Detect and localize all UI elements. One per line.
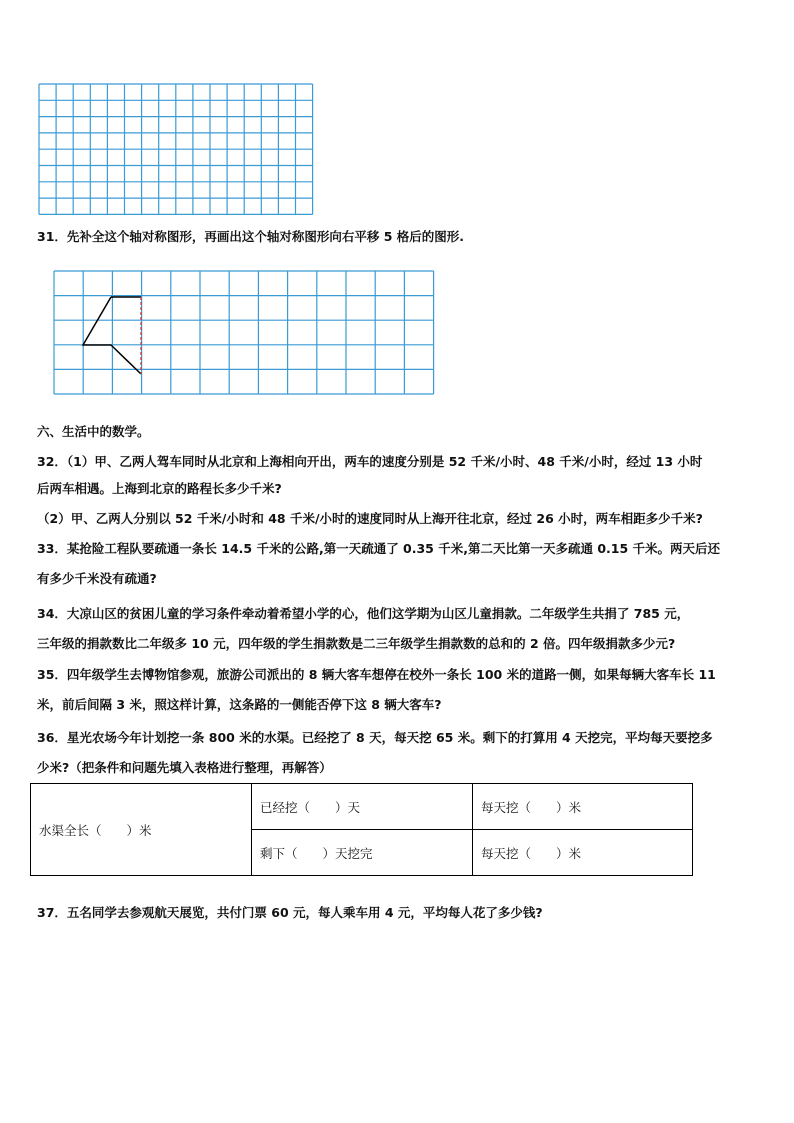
question-34-line1: 34．大凉山区的贫困儿童的学习条件牵动着希望小学的心，他们这学期为山区儿童捐款。二年级学生共捐了 785 元， [37, 606, 690, 621]
top-grid [38, 83, 314, 215]
question-36-line2: 少米?（把条件和问题先填入表格进行整理，再解答） [37, 760, 332, 775]
question-31: 31．先补全这个轴对称图形，再画出这个轴对称图形向右平移 5 格后的图形. [37, 229, 465, 244]
question-32-line3: （2）甲、乙两人分别以 52 千米/小时和 48 千米/小时的速度同时从上海开往北京，经过 26 小时，两车相距多少千米? [37, 511, 703, 526]
question-34-line2: 三年级的捐款数比二年级多 10 元，四年级的学生捐款数是二三年级学生捐款数的总和的 2 倍。四年级捐款多少元? [37, 636, 676, 651]
q36-table [30, 783, 693, 876]
question-35-line2: 米，前后间隔 3 米，照这样计算，这条路的一侧能否停下这 8 辆大客车? [37, 697, 442, 712]
cell-dug-days: 已经挖（ ）天 [252, 784, 473, 830]
question-33-line2: 有多少千米没有疏通? [37, 571, 157, 586]
cell-total-length: 水渠全长（ ）米 [31, 784, 252, 876]
question-33-line1: 33．某抢险工程队要疏通一条长 14.5 千米的公路,第一天疏通了 0.35 千米,第二天比第一天多疏通 0.15 千米。两天后还 [37, 541, 721, 556]
section-6-title: 六、生活中的数学。 [37, 424, 150, 439]
question-35-line1: 35．四年级学生去博物馆参观，旅游公司派出的 8 辆大客车想停在校外一条长 100 米的道路一侧，如果每辆大客车长 11 [37, 667, 716, 682]
cell-remaining-days: 剩下（ ）天挖完 [252, 830, 473, 876]
cell-daily-dig-2: 每天挖（ ）米 [473, 830, 693, 876]
question-32-line2: 后两车相遇。上海到北京的路程长多少千米? [37, 481, 282, 496]
question-37: 37．五名同学去参观航天展览，共付门票 60 元，每人乘车用 4 元，平均每人花了多少钱? [37, 905, 543, 920]
symmetry-grid [53, 270, 435, 397]
cell-daily-dig-1: 每天挖（ ）米 [473, 784, 693, 830]
question-32-line1: 32．（1）甲、乙两人驾车同时从北京和上海相向开出，两车的速度分别是 52 千米/小时、48 千米/小时，经过 13 小时 [37, 454, 703, 469]
question-36-line1: 36．星光农场今年计划挖一条 800 米的水渠。已经挖了 8 天，每天挖 65 米。剩下的打算用 4 天挖完，平均每天要挖多 [37, 730, 713, 745]
